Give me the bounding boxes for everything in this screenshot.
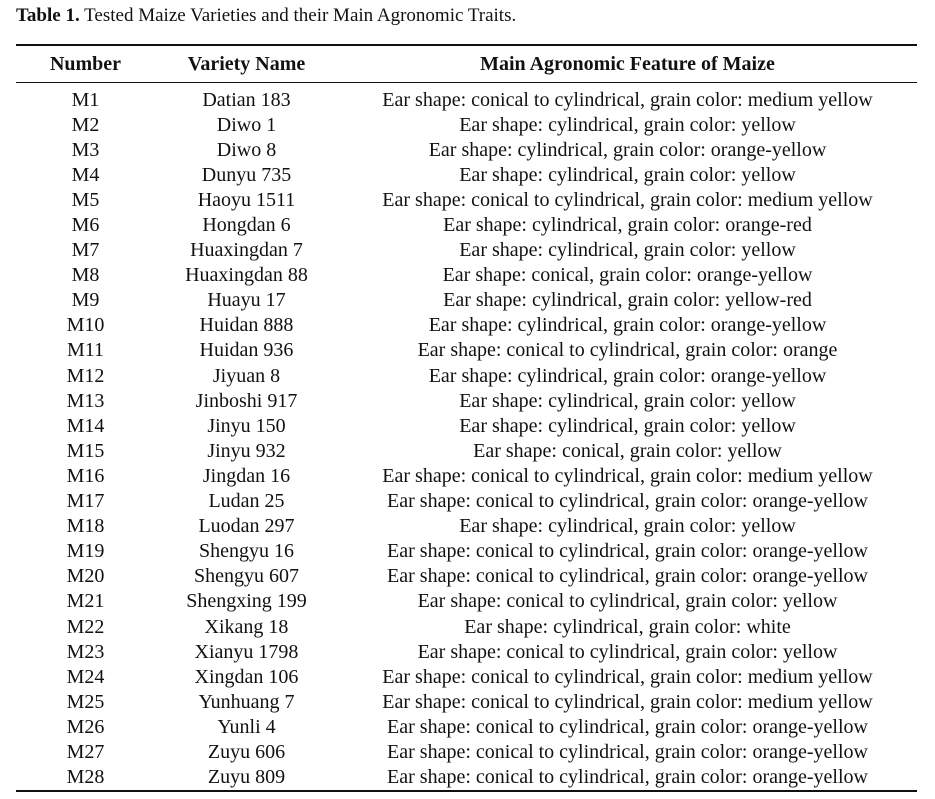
cell-number: M23 xyxy=(66,640,105,663)
table-row xyxy=(16,363,917,388)
cell-number: M5 xyxy=(71,188,100,211)
table-row xyxy=(16,739,917,764)
cell-variety-name: Hongdan 6 xyxy=(202,214,291,237)
table-row xyxy=(16,112,917,137)
cell-number: M27 xyxy=(66,740,105,763)
table-row xyxy=(16,162,917,187)
cell-agronomic-feature: Ear shape: cylindrical, grain color: orange-yellow xyxy=(428,364,827,387)
cell-number: M10 xyxy=(66,314,105,337)
cell-number: M13 xyxy=(66,389,105,412)
table-row xyxy=(16,463,917,488)
header-variety-name: Variety Name xyxy=(155,45,338,83)
cell-variety-name: Ludan 25 xyxy=(208,490,285,513)
table-row xyxy=(16,514,917,539)
table-row xyxy=(16,388,917,413)
table-row xyxy=(16,664,917,689)
cell-agronomic-feature: Ear shape: conical to cylindrical, grain color: orange-yellow xyxy=(387,540,868,563)
header-number: Number xyxy=(16,45,155,83)
table-row xyxy=(16,137,917,162)
table-body xyxy=(16,83,917,791)
cell-agronomic-feature: Ear shape: conical to cylindrical, grain color: orange-yellow xyxy=(387,565,868,588)
cell-variety-name: Jiyuan 8 xyxy=(212,364,281,387)
cell-number: M16 xyxy=(66,464,105,487)
cell-variety-name: Huidan 888 xyxy=(199,314,294,337)
cell-agronomic-feature: Ear shape: cylindrical, grain color: yellow xyxy=(459,163,796,186)
cell-variety-name: Yunli 4 xyxy=(217,715,276,738)
cell-number: M19 xyxy=(66,540,105,563)
table-row xyxy=(16,689,917,714)
table-row xyxy=(16,263,917,288)
cell-number: M7 xyxy=(71,239,100,262)
cell-agronomic-feature: Ear shape: conical to cylindrical, grain color: medium yellow xyxy=(382,690,873,713)
cell-number: M4 xyxy=(71,163,100,186)
cell-agronomic-feature: Ear shape: cylindrical, grain color: white xyxy=(464,615,791,638)
cell-agronomic-feature: Ear shape: conical to cylindrical, grain color: medium yellow xyxy=(382,665,873,688)
cell-variety-name: Jinyu 932 xyxy=(207,439,286,462)
cell-variety-name: Haoyu 1511 xyxy=(197,188,296,211)
cell-number: M8 xyxy=(71,264,100,287)
table-row xyxy=(16,288,917,313)
cell-variety-name: Datian 183 xyxy=(202,88,291,111)
cell-agronomic-feature: Ear shape: cylindrical, grain color: yellow xyxy=(459,515,796,538)
maize-varieties-table xyxy=(16,44,917,792)
cell-number: M17 xyxy=(66,490,105,513)
cell-number: M22 xyxy=(66,615,105,638)
table-caption xyxy=(16,4,516,28)
header-row xyxy=(16,45,917,83)
table-row xyxy=(16,212,917,237)
cell-variety-name: Shengyu 16 xyxy=(199,540,294,563)
cell-agronomic-feature: Ear shape: conical to cylindrical, grain color: medium yellow xyxy=(382,464,873,487)
cell-number: M15 xyxy=(66,439,105,462)
cell-agronomic-feature: Ear shape: conical to cylindrical, grain color: orange-yellow xyxy=(338,765,917,791)
table-row xyxy=(16,564,917,589)
table-row xyxy=(16,589,917,614)
cell-agronomic-feature: Ear shape: conical, grain color: yellow xyxy=(473,439,782,462)
cell-agronomic-feature: Ear shape: conical to cylindrical, grain color: medium yellow xyxy=(382,88,873,111)
cell-variety-name: Dunyu 735 xyxy=(201,163,292,186)
cell-agronomic-feature: Ear shape: cylindrical, grain color: orange-red xyxy=(443,214,812,237)
cell-number: M26 xyxy=(66,715,105,738)
cell-variety-name: Xikang 18 xyxy=(204,615,289,638)
cell-agronomic-feature: Ear shape: cylindrical, grain color: yellow xyxy=(459,239,796,262)
cell-variety-name: Shengxing 199 xyxy=(186,590,307,613)
cell-number: M24 xyxy=(66,665,105,688)
cell-agronomic-feature: Ear shape: cylindrical, grain color: yellow xyxy=(459,113,796,136)
cell-variety-name: Zuyu 809 xyxy=(155,765,338,791)
table-row xyxy=(16,438,917,463)
table-row xyxy=(16,714,917,739)
table-caption-text: Tested Maize Varieties and their Main Agronomic Traits. xyxy=(84,5,517,26)
cell-number: M12 xyxy=(66,364,105,387)
cell-number: M6 xyxy=(71,214,100,237)
cell-agronomic-feature: Ear shape: cylindrical, grain color: yellow-red xyxy=(443,289,812,312)
cell-agronomic-feature: Ear shape: conical to cylindrical, grain color: orange xyxy=(417,339,838,362)
cell-number: M18 xyxy=(66,515,105,538)
cell-variety-name: Xianyu 1798 xyxy=(194,640,299,663)
table-header xyxy=(16,45,917,83)
cell-agronomic-feature: Ear shape: conical to cylindrical, grain color: orange-yellow xyxy=(387,740,868,763)
table-row xyxy=(16,83,917,113)
cell-number: M20 xyxy=(66,565,105,588)
cell-variety-name: Huaxingdan 88 xyxy=(185,264,308,287)
cell-variety-name: Jingdan 16 xyxy=(202,464,291,487)
table-row xyxy=(16,765,917,791)
cell-number: M2 xyxy=(71,113,100,136)
cell-number: M3 xyxy=(71,138,100,161)
cell-variety-name: Luodan 297 xyxy=(198,515,295,538)
cell-variety-name: Huaxingdan 7 xyxy=(190,239,303,262)
cell-agronomic-feature: Ear shape: cylindrical, grain color: yellow xyxy=(459,389,796,412)
table-row xyxy=(16,639,917,664)
cell-number: M28 xyxy=(16,765,155,791)
table-row xyxy=(16,413,917,438)
table-row xyxy=(16,313,917,338)
table-row xyxy=(16,187,917,212)
cell-number: M14 xyxy=(66,414,105,437)
cell-number: M21 xyxy=(66,590,105,613)
cell-number: M1 xyxy=(71,88,100,111)
cell-variety-name: Shengyu 607 xyxy=(194,565,299,588)
cell-number: M25 xyxy=(66,690,105,713)
cell-agronomic-feature: Ear shape: cylindrical, grain color: orange-yellow xyxy=(428,314,827,337)
cell-variety-name: Jinyu 150 xyxy=(207,414,286,437)
header-main-agronomic-feature: Main Agronomic Feature of Maize xyxy=(338,45,917,83)
cell-agronomic-feature: Ear shape: conical, grain color: orange-yellow xyxy=(442,264,813,287)
cell-agronomic-feature: Ear shape: conical to cylindrical, grain color: orange-yellow xyxy=(387,715,868,738)
table-caption-label: Table 1. xyxy=(16,5,80,26)
cell-variety-name: Huidan 936 xyxy=(199,339,294,362)
cell-variety-name: Yunhuang 7 xyxy=(198,690,295,713)
cell-variety-name: Diwo 1 xyxy=(216,113,277,136)
cell-number: M11 xyxy=(66,339,105,362)
cell-agronomic-feature: Ear shape: conical to cylindrical, grain color: orange-yellow xyxy=(387,490,868,513)
cell-agronomic-feature: Ear shape: cylindrical, grain color: orange-yellow xyxy=(428,138,827,161)
cell-variety-name: Huayu 17 xyxy=(207,289,286,312)
cell-agronomic-feature: Ear shape: conical to cylindrical, grain color: yellow xyxy=(417,590,838,613)
cell-variety-name: Xingdan 106 xyxy=(194,665,299,688)
cell-variety-name: Zuyu 606 xyxy=(207,740,286,763)
cell-variety-name: Jinboshi 917 xyxy=(195,389,298,412)
cell-agronomic-feature: Ear shape: conical to cylindrical, grain color: medium yellow xyxy=(382,188,873,211)
cell-agronomic-feature: Ear shape: conical to cylindrical, grain color: yellow xyxy=(417,640,838,663)
table-row xyxy=(16,614,917,639)
table-row xyxy=(16,338,917,363)
cell-agronomic-feature: Ear shape: cylindrical, grain color: yellow xyxy=(459,414,796,437)
cell-variety-name: Diwo 8 xyxy=(216,138,277,161)
table-row xyxy=(16,539,917,564)
table-row xyxy=(16,238,917,263)
cell-number: M9 xyxy=(71,289,100,312)
table-row xyxy=(16,489,917,514)
